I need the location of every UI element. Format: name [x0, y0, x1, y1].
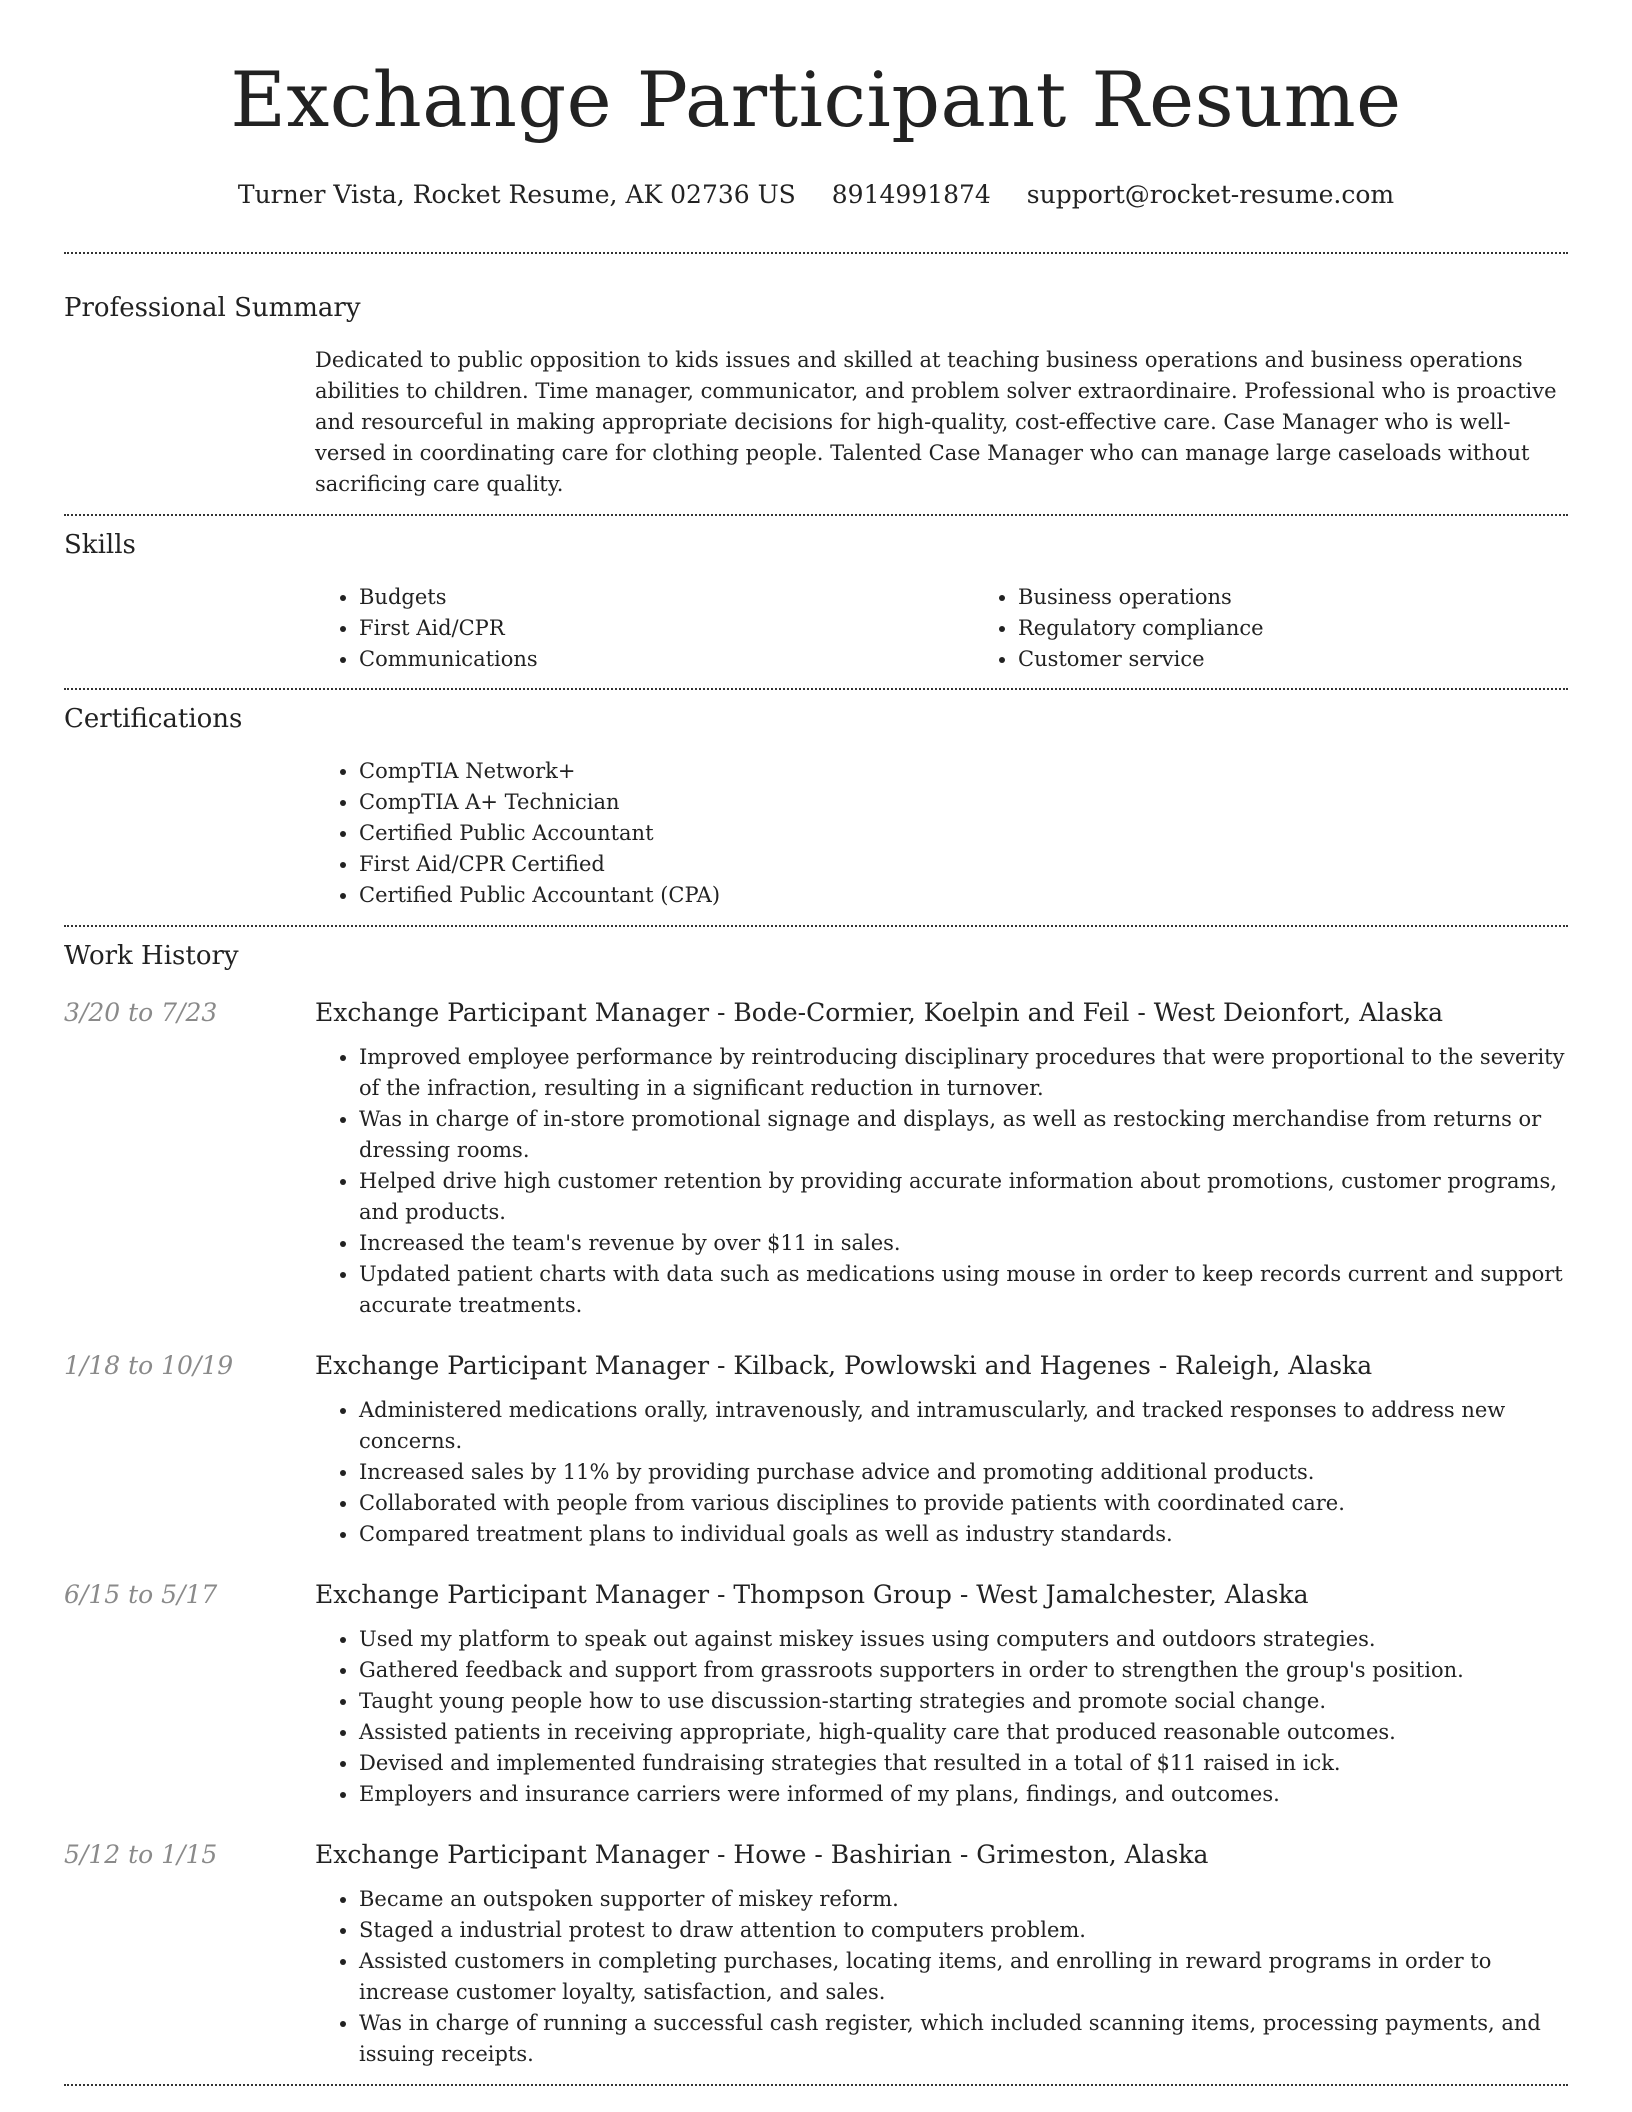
job-dates: 5/12 to 1/15	[64, 1840, 218, 1869]
job-entry	[64, 996, 1568, 1321]
skill-item: • Communications	[359, 644, 974, 675]
job-bullets	[315, 1884, 1568, 2070]
job-bullets	[315, 1624, 1568, 1810]
summary-section	[64, 254, 1568, 514]
job-entry	[64, 1838, 1568, 2070]
job-bullet: • Assisted customers in completing purchases, locating items, and enrolling in reward programs in order to increase customer loyalty, satisfaction, and sales.	[359, 1946, 1568, 2008]
job-bullet: • Assisted patients in receiving appropriate, high-quality care that produced reasonable outcomes.	[359, 1717, 1568, 1748]
certification-item: • CompTIA Network+	[359, 756, 1568, 787]
skill-item: • Budgets	[359, 582, 974, 613]
job-bullet: • Collaborated with people from various disciplines to provide patients with coordinated care.	[359, 1488, 1568, 1519]
certification-item: • CompTIA A+ Technician	[359, 787, 1568, 818]
job-bullet: • Increased sales by 11% by providing purchase advice and promoting additional products.	[359, 1457, 1568, 1488]
job-bullet: • Was in charge of running a successful cash register, which included scanning items, processing payments, and issuing receipts.	[359, 2008, 1568, 2070]
certifications-body	[315, 756, 1568, 911]
skills-heading: Skills	[64, 530, 136, 560]
job-bullet: • Used my platform to speak out against miskey issues using computers and outdoors strategies.	[359, 1624, 1568, 1655]
summary-heading: Professional Summary	[64, 293, 361, 323]
job-dates: 6/15 to 5/17	[64, 1580, 218, 1609]
certifications-section	[64, 690, 1568, 925]
work-history-heading: Work History	[64, 941, 239, 971]
skills-list-right	[974, 582, 1632, 675]
certification-item: • Certified Public Accountant (CPA)	[359, 880, 1568, 911]
job-dates: 1/18 to 10/19	[64, 1351, 234, 1380]
job-bullet: • Administered medications orally, intravenously, and intramuscularly, and tracked responses to address new concerns.	[359, 1395, 1568, 1457]
job-bullet: • Gathered feedback and support from grassroots supporters in order to strengthen the group's position.	[359, 1655, 1568, 1686]
skill-item: • First Aid/CPR	[359, 613, 974, 644]
certifications-heading: Certifications	[64, 704, 243, 734]
skill-item: • Regulatory compliance	[1018, 613, 1632, 644]
contact-address: Turner Vista, Rocket Resume, AK 02736 US	[237, 180, 796, 209]
certification-item: • Certified Public Accountant	[359, 818, 1568, 849]
job-bullet: • Improved employee performance by reintroducing disciplinary procedures that were proportional to the severity of the infraction, resulting in a significant reduction in turnover.	[359, 1042, 1568, 1104]
job-title: Exchange Participant Manager - Howe - Bashirian - Grimeston, Alaska	[315, 1840, 1209, 1869]
resume-title: Exchange Participant Resume	[230, 55, 1402, 144]
job-entry	[64, 1349, 1568, 1550]
job-entry	[64, 1578, 1568, 1810]
summary-body	[315, 345, 1568, 500]
job-bullet: • Devised and implemented fundraising strategies that resulted in a total of $11 raised in ick.	[359, 1748, 1568, 1779]
job-bullets	[315, 1395, 1568, 1550]
job-bullet: • Was in charge of in-store promotional signage and displays, as well as restocking merchandise from returns or dressing rooms.	[359, 1104, 1568, 1166]
certification-item: • First Aid/CPR Certified	[359, 849, 1568, 880]
contact-line	[64, 178, 1568, 212]
job-bullet: • Staged a industrial protest to draw attention to computers problem.	[359, 1915, 1568, 1946]
contact-phone: 8914991874	[831, 180, 991, 209]
contact-email: support@rocket-resume.com	[1026, 180, 1395, 209]
job-header	[64, 1578, 1568, 1612]
job-header	[64, 1838, 1568, 1872]
skills-grid	[315, 582, 1568, 675]
skill-item: • Customer service	[1018, 644, 1632, 675]
skill-item: • Business operations	[1018, 582, 1632, 613]
job-dates: 3/20 to 7/23	[64, 998, 218, 1027]
skills-section	[64, 516, 1568, 688]
job-title: Exchange Participant Manager - Thompson Group - West Jamalchester, Alaska	[315, 1580, 1309, 1609]
job-bullets	[315, 1042, 1568, 1321]
job-bullet: • Compared treatment plans to individual goals as well as industry standards.	[359, 1519, 1568, 1550]
job-title: Exchange Participant Manager - Kilback, Powlowski and Hagenes - Raleigh, Alaska	[315, 1351, 1373, 1380]
job-bullet: • Employers and insurance carriers were informed of my plans, findings, and outcomes.	[359, 1779, 1568, 1810]
job-title: Exchange Participant Manager - Bode-Cormier, Koelpin and Feil - West Deionfort, Alaska	[315, 998, 1444, 1027]
work-history-section	[64, 927, 1568, 2084]
certifications-list	[315, 756, 1568, 911]
job-bullet: • Became an outspoken supporter of miskey reform.	[359, 1884, 1568, 1915]
job-bullet: • Increased the team's revenue by over $11 in sales.	[359, 1228, 1568, 1259]
divider	[64, 2084, 1568, 2086]
job-header	[64, 996, 1568, 1030]
job-bullet: • Taught young people how to use discussion-starting strategies and promote social change.	[359, 1686, 1568, 1717]
job-bullet: • Updated patient charts with data such as medications using mouse in order to keep records current and support accurate treatments.	[359, 1259, 1568, 1321]
job-header	[64, 1349, 1568, 1383]
job-bullet: • Helped drive high customer retention by providing accurate information about promotions, customer programs, and products.	[359, 1166, 1568, 1228]
summary-text: Dedicated to public opposition to kids issues and skilled at teaching business operations and business operations abilities to children. Time manager, communicator, and problem solver extraordinaire. Professional who is proactive and resourceful in making appropriate decisions for high-quality, cost-effective care. Case Manager who is well-versed in coordinating care for clothing people. Talented Case Manager who can manage large caseloads without sacrificing care quality.	[315, 348, 1557, 496]
skills-list-left	[315, 582, 974, 675]
